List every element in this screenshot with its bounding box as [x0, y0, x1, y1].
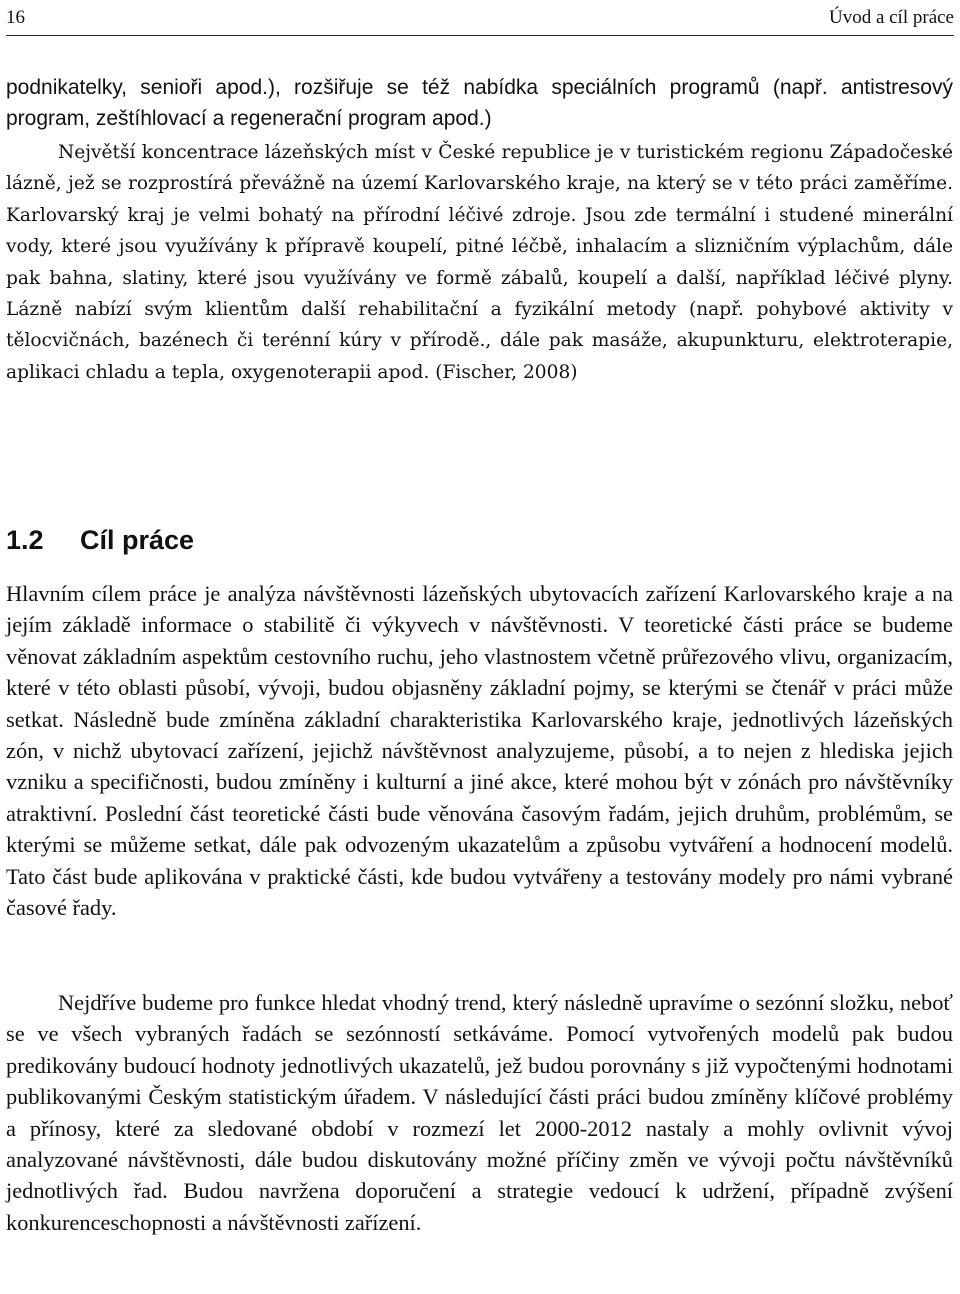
running-header [6, 4, 954, 32]
page-number: 16 [6, 7, 25, 28]
paragraph-intro: podnikatelky, senioři apod.), rozšiřuje se též nabídka speciálních programů (např. antistresový program, zeštíhlovací a regenerační program apod.) [6, 76, 953, 130]
section-heading [6, 518, 953, 562]
header-rule [6, 35, 954, 36]
section-title: Cíl práce [80, 525, 195, 555]
paragraph-aim: Hlavním cílem práce je analýza návštěvnosti lázeňských ubytovacích zařízení Karlovarského kraje a na jejím základě informace o stabilitě či výkyvech v návštěvnosti. V teoretické části práce se budeme věnovat základním aspektům cestovního ruchu, jeho vlastnostem včetně průřezového vlivu, organizacím, které v této oblasti působí, vývoji, budou objasněny základní pojmy, se kterými se čtenář v práci může setkat. Následně bude zmíněna základní charakteristika Karlovarského kraje, jednotlivých lázeňských zón, v nichž ubytovací zařízení, jejichž návštěvnost analyzujeme, působí, a to nejen z hlediska jejich vzniku a specifičnosti, budou zmíněny i kulturní a jiné akce, které mohou být v zónách pro návštěvníky atraktivní. Poslední část teoretické části bude věnována časovým řadám, jejich druhům, problémům, se kterými se můžeme setkat, dále pak odvozeným ukazatelům a způsobu vytváření a hodnocení modelů. Tato část bude aplikována v praktické části, kde budou vytvářeny a testovány modely pro námi vybrané časové řady. [6, 581, 953, 921]
section-number: 1.2 [6, 525, 44, 555]
paragraph-methods: Nejdříve budeme pro funkce hledat vhodný trend, který následně upravíme o sezónní složku, neboť se ve všech vybraných řadách se sezónností setkáváme. Pomocí vytvořených modelů pak budou predikovány budoucí hodnoty jednotlivých ukazatelů, jež budou porovnány s již vypočtenými hodnotami publikovanými Českým statistickým úřadem. V následující části práci budou zmíněny klíčové problémy a přínosy, které za sledované období v rozmezí let 2000-2012 nastaly a mohly ovlivnit vývoj analyzované návštěvnosti, dále budou diskutovány možné příčiny změn ve vývoji počtu návštěvníků jednotlivých řad. Budou navržena doporučení a strategie vedoucí k udržení, případně zvýšení konkurenceschopnosti a návštěvnosti zařízení. [6, 990, 953, 1235]
running-header-title: Úvod a cíl práce [828, 7, 954, 28]
paragraph-karlovarsky-region: Největší koncentrace lázeňských míst v České republice je v turistickém regionu Západočeské lázně, jež se rozprostírá převážně na území Karlovarského kraje, na který se v této práci zaměříme. Karlovarský kraj je velmi bohatý na přírodní léčivé zdroje. Jsou zde termální i studené minerální vody, které jsou využívány k přípravě koupelí, pitné léčbě, inhalacím a slizničním výplachům, dále pak bahna, slatiny, které jsou využívány ve formě zábalů, koupelí a další, například léčivé plyny. Lázně nabízí svým klientům další rehabilitační a fyzikální metody (např. pohybové aktivity v tělocvičnách, bazénech či terénní kúry v přírodě., dále pak masáže, akupunkturu, elektroterapie, aplikaci chladu a tepla, oxygenoterapii apod. (Fischer, 2008) [6, 142, 953, 383]
